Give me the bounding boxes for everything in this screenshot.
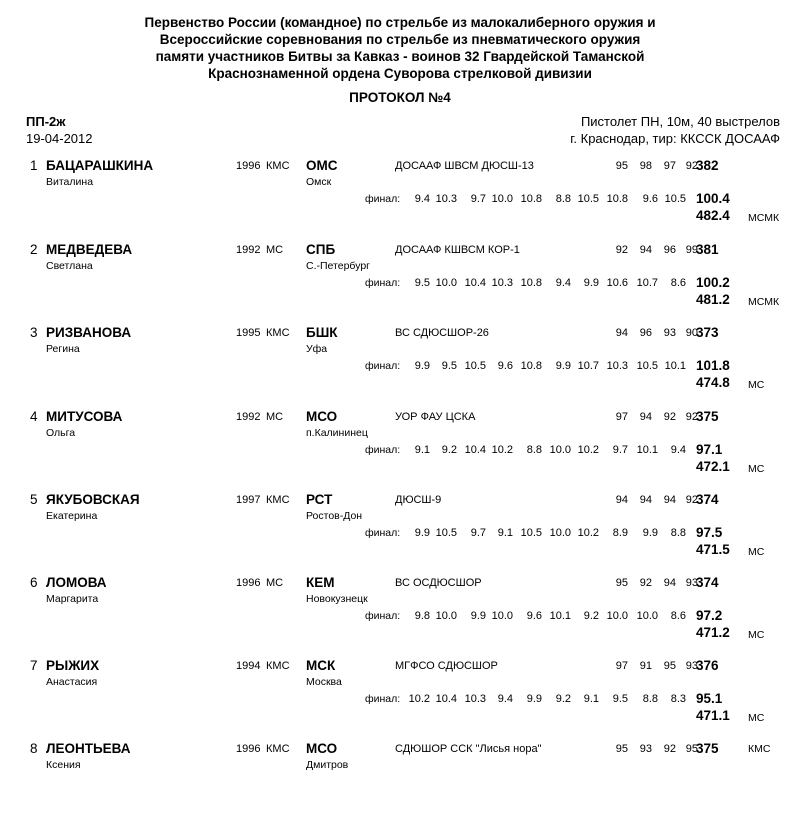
birth-year: 1992 xyxy=(236,411,261,423)
series-score: 92 xyxy=(615,244,628,256)
final-shot: 10.5 xyxy=(435,527,457,539)
series-score: 96 xyxy=(639,327,652,339)
final-shot: 8.8 xyxy=(670,527,686,539)
place-number: 4 xyxy=(30,409,38,424)
club-name: ДЮСШ-9 xyxy=(395,494,442,506)
event-info-right xyxy=(570,113,780,147)
final-shot: 9.7 xyxy=(470,527,486,539)
final-shot: 10.7 xyxy=(636,277,658,289)
series-score: 95 xyxy=(685,743,698,755)
final-shot: 8.8 xyxy=(526,444,542,456)
final-shot: 8.9 xyxy=(612,527,628,539)
athlete-name: Регина xyxy=(46,343,80,355)
birth-year: 1996 xyxy=(236,743,261,755)
series-score: 92 xyxy=(685,494,698,506)
final-label: финал: xyxy=(365,693,401,705)
qualification-total: 375 xyxy=(696,409,719,424)
result-entry xyxy=(0,325,800,409)
final-shot: 10.1 xyxy=(636,444,658,456)
series-score: 94 xyxy=(663,577,676,589)
club-name: МГФСО СДЮСШОР xyxy=(395,660,498,672)
grand-total: 482.4 xyxy=(696,208,730,223)
event-name: Пистолет ПН, 10м, 40 выстрелов xyxy=(580,114,780,129)
final-shot: 10.3 xyxy=(606,360,628,372)
event-venue: г. Краснодар, тир: ККССК ДОСААФ xyxy=(570,131,780,146)
sport-rank: КМС xyxy=(266,327,290,339)
grand-total: 471.5 xyxy=(696,542,730,557)
final-shot: 8.3 xyxy=(670,693,686,705)
grand-total: 481.2 xyxy=(696,292,730,307)
sport-rank: КМС xyxy=(266,743,290,755)
city-name: Ростов-Дон xyxy=(306,510,363,522)
final-shot: 10.0 xyxy=(435,277,457,289)
final-sum: 100.2 xyxy=(696,275,730,290)
final-shot: 10.2 xyxy=(408,693,430,705)
final-shot: 10.0 xyxy=(606,610,628,622)
final-shot: 10.0 xyxy=(435,610,457,622)
final-shot: 10.5 xyxy=(464,360,486,372)
series-score: 93 xyxy=(685,660,698,672)
club-name: УОР ФАУ ЦСКА xyxy=(395,411,476,423)
qualification-grade: МС xyxy=(748,463,765,475)
club-name: ВС СДЮСШОР-26 xyxy=(395,327,489,339)
athlete-surname: ЛОМОВА xyxy=(46,575,107,590)
final-shot: 9.9 xyxy=(642,527,658,539)
birth-year: 1997 xyxy=(236,494,261,506)
final-shot: 8.8 xyxy=(555,193,571,205)
region-code: БШК xyxy=(306,325,338,340)
final-shot: 9.1 xyxy=(497,527,513,539)
final-shot: 10.5 xyxy=(636,360,658,372)
final-shot: 9.4 xyxy=(670,444,686,456)
final-shot: 8.6 xyxy=(670,277,686,289)
final-shot: 10.5 xyxy=(664,193,686,205)
series-score: 98 xyxy=(639,160,652,172)
series-score: 95 xyxy=(615,577,628,589)
grand-total: 472.1 xyxy=(696,459,730,474)
final-shot: 10.2 xyxy=(577,527,599,539)
series-score: 95 xyxy=(615,743,628,755)
athlete-name: Ксения xyxy=(46,759,81,771)
athlete-surname: РЫЖИХ xyxy=(46,658,100,673)
series-score: 97 xyxy=(663,160,676,172)
athlete-surname: ЯКУБОВСКАЯ xyxy=(46,492,140,507)
series-score: 94 xyxy=(639,411,652,423)
event-info-left xyxy=(26,113,93,147)
qualification-total: 374 xyxy=(696,492,719,507)
final-shot: 10.3 xyxy=(464,693,486,705)
athlete-name: Екатерина xyxy=(46,510,98,522)
title-line: Всероссийские соревнования по стрельбе из пневматического оружия xyxy=(159,32,641,47)
club-name: СДЮШОР ССК "Лисья нора" xyxy=(395,743,542,755)
series-score: 92 xyxy=(639,577,652,589)
final-shot: 8.8 xyxy=(642,693,658,705)
place-number: 5 xyxy=(30,492,38,507)
city-name: С.-Петербург xyxy=(306,260,370,272)
final-shot: 10.3 xyxy=(491,277,513,289)
final-sum: 100.4 xyxy=(696,191,730,206)
title-line: Краснознаменной ордена Суворова стрелковой дивизии xyxy=(208,66,592,81)
final-label: финал: xyxy=(365,360,401,372)
series-score: 92 xyxy=(663,411,676,423)
final-shot: 10.6 xyxy=(606,277,628,289)
qualification-total: 375 xyxy=(696,741,719,756)
final-shot: 10.0 xyxy=(549,444,571,456)
final-shot: 9.4 xyxy=(414,193,430,205)
final-shot: 10.7 xyxy=(577,360,599,372)
final-shot: 9.9 xyxy=(555,360,571,372)
result-entry xyxy=(0,158,800,242)
qualification-total: 376 xyxy=(696,658,719,673)
final-shot: 9.2 xyxy=(583,610,599,622)
sport-rank: МС xyxy=(266,411,284,423)
final-shot: 9.4 xyxy=(555,277,571,289)
final-label: финал: xyxy=(365,527,401,539)
place-number: 6 xyxy=(30,575,38,590)
result-entry xyxy=(0,492,800,576)
final-sum: 95.1 xyxy=(696,691,723,706)
place-number: 2 xyxy=(30,242,38,257)
final-label: финал: xyxy=(365,193,401,205)
qualification-grade: МС xyxy=(748,546,765,558)
final-label: финал: xyxy=(365,277,401,289)
event-code: ПП-2ж xyxy=(26,114,66,129)
series-score: 95 xyxy=(663,660,676,672)
final-shot: 9.5 xyxy=(612,693,628,705)
grand-total: 474.8 xyxy=(696,375,730,390)
region-code: МСО xyxy=(306,741,338,756)
result-entry xyxy=(0,658,800,742)
athlete-name: Ольга xyxy=(46,427,76,439)
final-shot: 9.2 xyxy=(441,444,457,456)
qualification-total: 374 xyxy=(696,575,719,590)
city-name: Дмитров xyxy=(306,759,349,771)
series-score: 97 xyxy=(615,660,628,672)
series-score: 95 xyxy=(615,160,628,172)
region-code: РСТ xyxy=(306,492,333,507)
final-shot: 9.1 xyxy=(583,693,599,705)
final-shot: 10.3 xyxy=(435,193,457,205)
birth-year: 1996 xyxy=(236,160,261,172)
final-shot: 8.6 xyxy=(670,610,686,622)
region-code: МСО xyxy=(306,409,338,424)
final-shot: 10.5 xyxy=(520,527,542,539)
series-score: 93 xyxy=(663,327,676,339)
final-shot: 9.4 xyxy=(497,693,513,705)
place-number: 1 xyxy=(30,158,38,173)
final-shot: 10.0 xyxy=(636,610,658,622)
place-number: 7 xyxy=(30,658,38,673)
athlete-name: Виталина xyxy=(46,176,94,188)
final-sum: 101.8 xyxy=(696,358,730,373)
final-shot: 10.2 xyxy=(577,444,599,456)
final-shot: 9.8 xyxy=(414,610,430,622)
place-number: 3 xyxy=(30,325,38,340)
sport-rank: МС xyxy=(266,577,284,589)
city-name: Уфа xyxy=(306,343,328,355)
event-date: 19-04-2012 xyxy=(26,131,93,146)
city-name: Новокузнецк xyxy=(306,593,368,605)
qualification-total: 373 xyxy=(696,325,719,340)
qualification-grade: МС xyxy=(748,379,765,391)
final-shot: 10.4 xyxy=(464,444,486,456)
final-label: финал: xyxy=(365,444,401,456)
final-shot: 9.6 xyxy=(497,360,513,372)
protocol-heading: ПРОТОКОЛ №4 xyxy=(349,90,451,105)
series-score: 90 xyxy=(685,327,698,339)
series-score: 94 xyxy=(639,244,652,256)
region-code: ОМС xyxy=(306,158,338,173)
qualification-grade: МСМК xyxy=(748,212,780,224)
final-sum: 97.5 xyxy=(696,525,723,540)
series-score: 94 xyxy=(639,494,652,506)
final-shot: 9.9 xyxy=(583,277,599,289)
athlete-name: Маргарита xyxy=(46,593,99,605)
qualification-grade: МС xyxy=(748,712,765,724)
final-label: финал: xyxy=(365,610,401,622)
series-score: 93 xyxy=(639,743,652,755)
final-shot: 10.2 xyxy=(491,444,513,456)
birth-year: 1992 xyxy=(236,244,261,256)
sport-rank: КМС xyxy=(266,160,290,172)
series-score: 92 xyxy=(685,160,698,172)
athlete-surname: ЛЕОНТЬЕВА xyxy=(46,741,131,756)
title-line: Первенство России (командное) по стрельбе из малокалиберного оружия и xyxy=(144,15,656,30)
result-entry xyxy=(0,575,800,659)
club-name: ДОСААФ КШВСМ КОР-1 xyxy=(395,244,520,256)
club-name: ВС ОСДЮСШОР xyxy=(395,577,482,589)
final-shot: 9.5 xyxy=(414,277,430,289)
final-shot: 9.9 xyxy=(414,360,430,372)
final-shot: 9.7 xyxy=(470,193,486,205)
qualification-grade: МСМК xyxy=(748,296,780,308)
series-score: 92 xyxy=(663,743,676,755)
athlete-surname: МИТУСОВА xyxy=(46,409,123,424)
title-line: памяти участников Битвы за Кавказ - воинов 32 Гвардейской Таманской xyxy=(155,49,645,64)
final-shot: 10.1 xyxy=(549,610,571,622)
region-code: СПБ xyxy=(306,242,336,257)
grand-total: 471.2 xyxy=(696,625,730,640)
final-shot: 9.7 xyxy=(612,444,628,456)
final-shot: 10.8 xyxy=(520,277,542,289)
athlete-surname: МЕДВЕДЕВА xyxy=(46,242,133,257)
final-shot: 10.4 xyxy=(464,277,486,289)
final-shot: 9.5 xyxy=(441,360,457,372)
final-shot: 10.0 xyxy=(491,610,513,622)
series-score: 92 xyxy=(685,411,698,423)
qualification-total: 382 xyxy=(696,158,719,173)
region-code: КЕМ xyxy=(306,575,335,590)
athlete-surname: БАЦАРАШКИНА xyxy=(46,158,154,173)
result-entry xyxy=(0,741,800,825)
final-shot: 10.8 xyxy=(520,360,542,372)
place-number: 8 xyxy=(30,741,38,756)
series-score: 94 xyxy=(663,494,676,506)
city-name: Москва xyxy=(306,676,342,688)
athlete-surname: РИЗВАНОВА xyxy=(46,325,132,340)
final-shot: 10.4 xyxy=(435,693,457,705)
athlete-name: Анастасия xyxy=(46,676,98,688)
competition-title xyxy=(0,14,800,82)
qualification-total: 381 xyxy=(696,242,719,257)
final-shot: 10.0 xyxy=(549,527,571,539)
final-shot: 10.0 xyxy=(491,193,513,205)
series-score: 93 xyxy=(685,577,698,589)
city-name: Омск xyxy=(306,176,332,188)
final-shot: 9.6 xyxy=(642,193,658,205)
final-shot: 9.9 xyxy=(414,527,430,539)
sport-rank: МС xyxy=(266,244,284,256)
final-sum: 97.1 xyxy=(696,442,723,457)
club-name: ДОСААФ ШВСМ ДЮСШ-13 xyxy=(395,160,534,172)
final-shot: 10.8 xyxy=(520,193,542,205)
final-sum: 97.2 xyxy=(696,608,723,623)
final-shot: 9.6 xyxy=(526,610,542,622)
final-shot: 9.2 xyxy=(555,693,571,705)
region-code: МСК xyxy=(306,658,336,673)
qualification-grade: КМС xyxy=(748,743,771,755)
qualification-grade: МС xyxy=(748,629,765,641)
sport-rank: КМС xyxy=(266,494,290,506)
final-shot: 9.9 xyxy=(470,610,486,622)
series-score: 94 xyxy=(615,494,628,506)
grand-total: 471.1 xyxy=(696,708,730,723)
city-name: п.Калининец xyxy=(306,427,368,439)
series-score: 99 xyxy=(685,244,698,256)
series-score: 91 xyxy=(639,660,652,672)
birth-year: 1994 xyxy=(236,660,261,672)
birth-year: 1995 xyxy=(236,327,261,339)
final-shot: 10.1 xyxy=(664,360,686,372)
result-entry xyxy=(0,409,800,493)
series-score: 94 xyxy=(615,327,628,339)
series-score: 97 xyxy=(615,411,628,423)
athlete-name: Светлана xyxy=(46,260,93,272)
final-shot: 10.8 xyxy=(606,193,628,205)
series-score: 96 xyxy=(663,244,676,256)
final-shot: 10.5 xyxy=(577,193,599,205)
final-shot: 9.9 xyxy=(526,693,542,705)
final-shot: 9.1 xyxy=(414,444,430,456)
birth-year: 1996 xyxy=(236,577,261,589)
sport-rank: КМС xyxy=(266,660,290,672)
result-entry xyxy=(0,242,800,326)
